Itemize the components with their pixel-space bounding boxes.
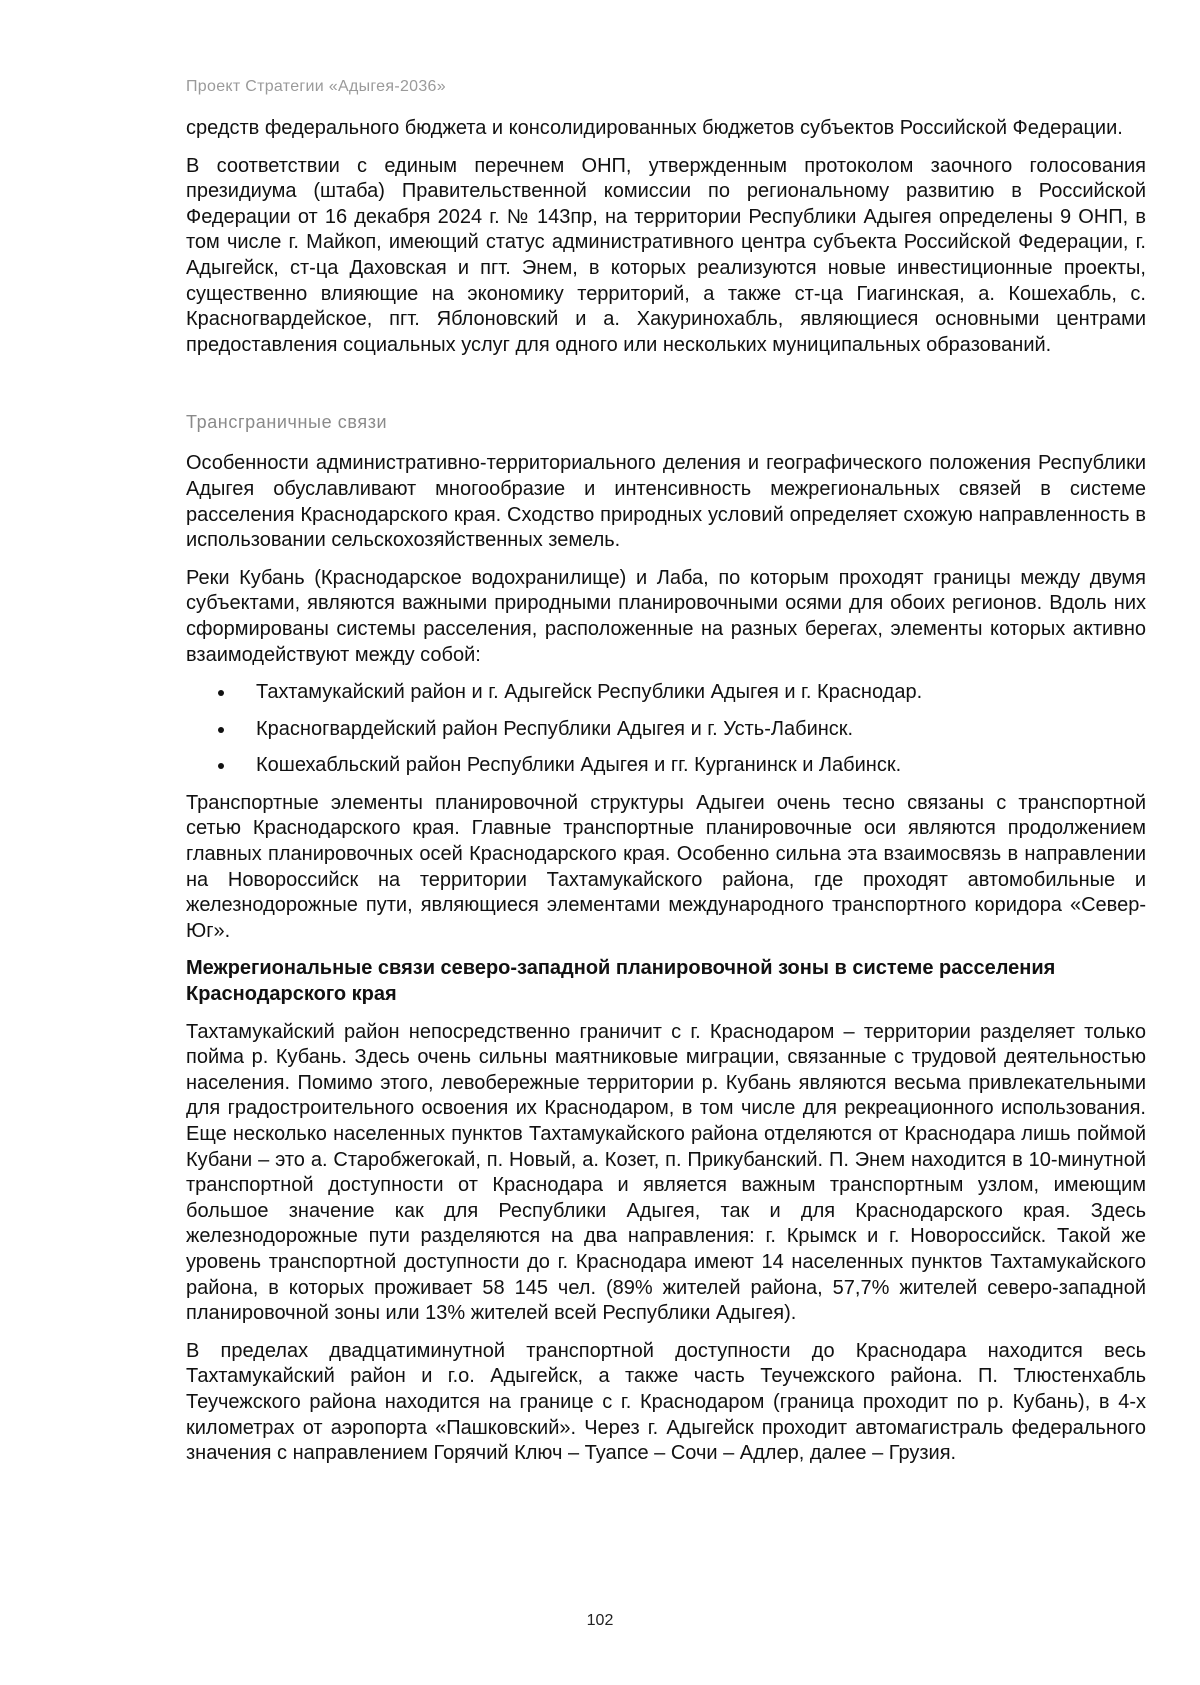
- list-item-text: Тахтамукайский район и г. Адыгейск Республики Адыгея и г. Краснодар.: [256, 681, 923, 704]
- list-item: [186, 717, 1146, 743]
- running-header: Проект Стратегии «Адыгея-2036»: [186, 78, 446, 95]
- paragraph-rivers: Реки Кубань (Краснодарское водохранилище) и Лаба, по которым проходят границы между двумя субъектами, являются важными природными планировочными осями для обоих регионов. Вдоль них сформированы системы расселения, расположенные на разных берегах, элементы которых активно взаимодействуют между собой:: [186, 566, 1146, 666]
- paragraph-twenty-minute: В пределах двадцатиминутной транспортной доступности до Краснодара находится весь Тахтамукайский район и г.о. Адыгейск, а также часть Теучежского района. П. Тлюстенхабль Теучежского района находится на границе с г. Краснодаром (граница проходит по р. Кубань), в 4-х километрах от аэропорта «Пашковский». Через г. Адыгейск проходит автомагистраль федерального значения с направлением Горячий Ключ – Туапсе – Сочи – Адлер, далее – Грузия.: [186, 1339, 1146, 1465]
- paragraph-continued: средств федерального бюджета и консолидированных бюджетов субъектов Российской Федерации.: [186, 117, 1123, 139]
- list-item-text: Красногвардейский район Республики Адыгея и г. Усть-Лабинск.: [256, 717, 854, 740]
- list-item-text: Кошехабльский район Республики Адыгея и гг. Курганинск и Лабинск.: [256, 754, 902, 777]
- subsection-heading: Межрегиональные связи северо-западной планировочной зоны в системе расселения Краснодарского края: [186, 957, 1056, 1006]
- section-title: Трансграничные связи: [186, 412, 388, 433]
- paragraph-features: Особенности административно-территориального деления и географического положения Республики Адыгея обуславливают многообразие и интенсивность межрегиональных связей в системе расселения Краснодарского края. Сходство природных условий определяет схожую направленность в использовании сельскохозяйственных земель.: [186, 452, 1146, 552]
- list-item: [186, 753, 1146, 779]
- bullet-icon: [218, 763, 224, 769]
- paragraph-onp-list: В соответствии с единым перечнем ОНП, утвержденным протоколом заочного голосования президиума (штаба) Правительственной комиссии по региональному развитию в Российской Федерации от 16 декабря 2024 г. № 143пр, на территории Республики Адыгея определены 9 ОНП, в том числе г. Майкоп, имеющий статус административного центра субъекта Российской Федерации, г. Адыгейск, ст-ца Даховская и пгт. Энем, в которых реализуются новые инвестиционные проекты, существенно влияющие на экономику территорий, а также ст-ца Гиагинская, а. Кошехабль, с. Красногвардейское, пгт. Яблоновский и а. Хакуринохабль, являющиеся основными центрами предоставления социальных услуг для одного или нескольких муниципальных образований.: [186, 154, 1146, 356]
- settlement-systems-list: [186, 680, 1146, 779]
- bullet-icon: [218, 690, 224, 696]
- page-number: 102: [586, 1612, 614, 1629]
- list-item: [186, 680, 1146, 706]
- paragraph-takhtamukay: Тахтамукайский район непосредственно граничит с г. Краснодаром – территории разделяет только пойма р. Кубань. Здесь очень сильны маятниковые миграции, связанные с трудовой деятельностью населения. Помимо этого, левобережные территории р. Кубань являются весьма привлекательными для градостроительного освоения их Краснодаром, в том числе для рекреационного использования. Еще несколько населенных пунктов Тахтамукайского района отделяются от Краснодара лишь поймой Кубани – это а. Старобжегокай, п. Новый, а. Козет, п. Прикубанский. П. Энем находится в 10-минутной транспортной доступности от Краснодара и является важным транспортным узлом, имеющим большое значение как для Республики Адыгея, так и для Краснодарского края. Здесь железнодорожные пути разделяются на два направления: г. Крымск и г. Новороссийск. Такой же уровень транспортной доступности до г. Краснодара имеют 14 населенных пунктов Тахтамукайского района, в которых проживает 58 145 чел. (89% жителей района, 57,7% жителей северо-западной планировочной зоны или 13% жителей всей Республики Адыгея).: [186, 1020, 1146, 1325]
- bullet-icon: [218, 727, 224, 733]
- document-page: [186, 78, 1146, 1479]
- paragraph-transport: Транспортные элементы планировочной структуры Адыгеи очень тесно связаны с транспортной сетью Краснодарского края. Главные транспортные планировочные оси являются продолжением главных планировочных осей Краснодарского края. Особенно сильна эта взаимосвязь в направлении на Новороссийск на территории Тахтамукайского района, где проходят автомобильные и железнодорожные пути, являющиеся элементами международного транспортного коридора «Север-Юг».: [186, 791, 1146, 942]
